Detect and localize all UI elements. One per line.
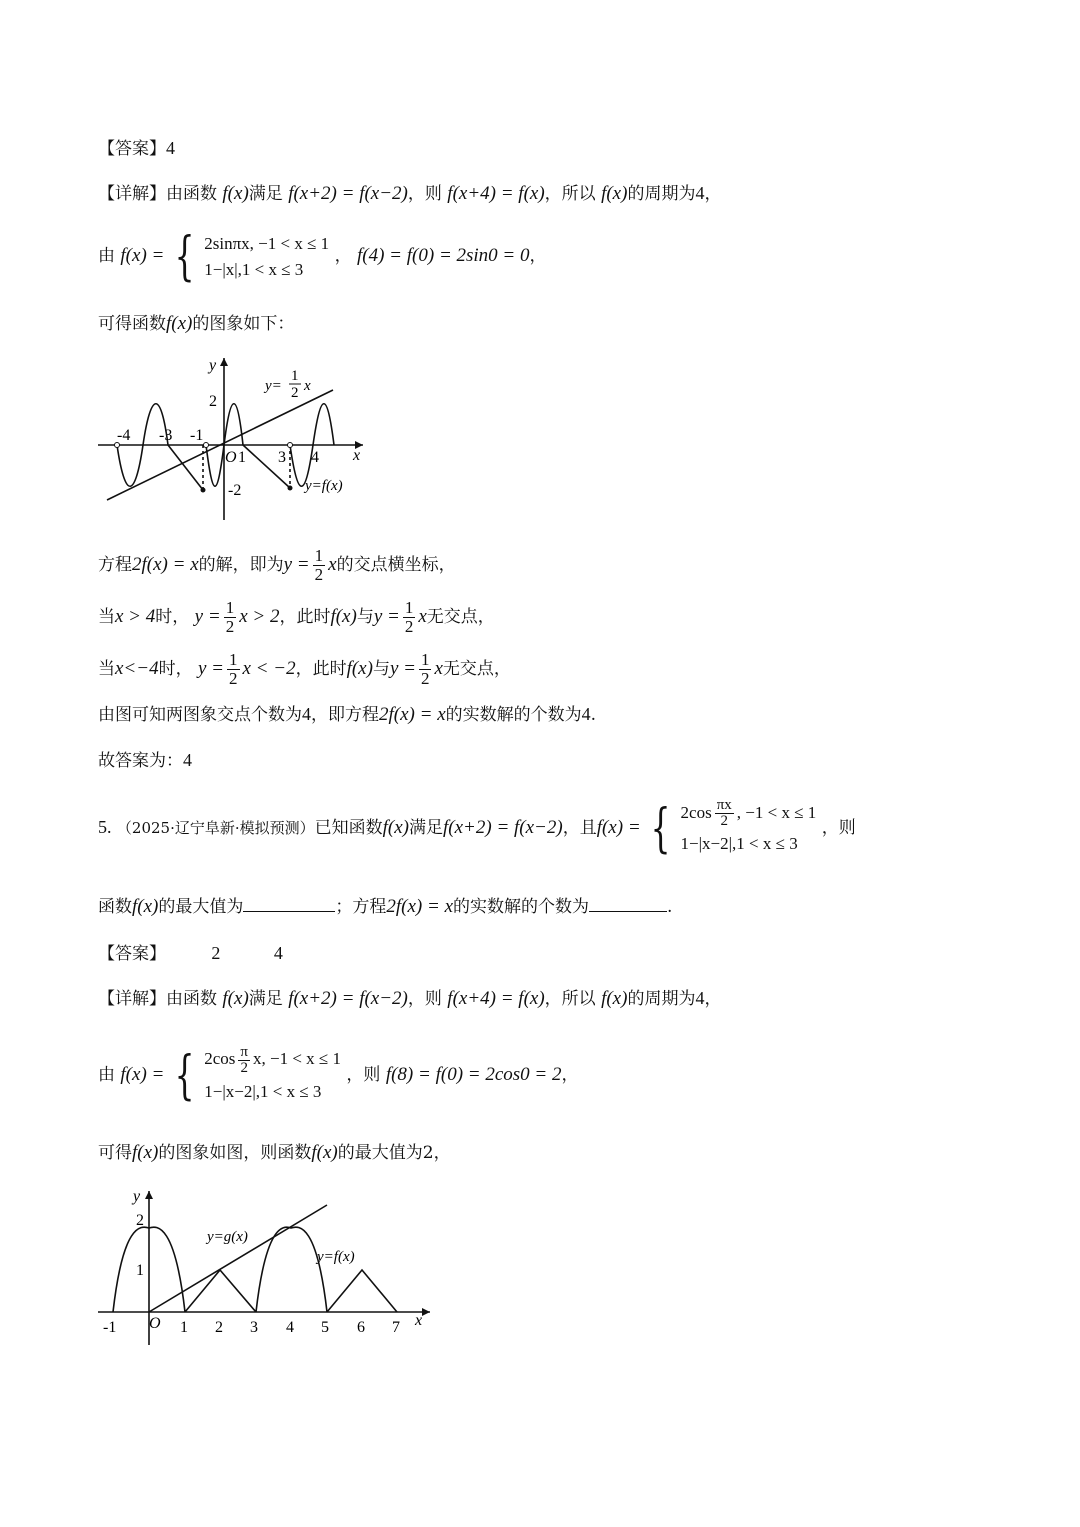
line-label-den: 2 <box>291 385 299 401</box>
detail-label: 【详解】 <box>98 989 166 1009</box>
curve-segment <box>327 1270 397 1312</box>
text: 可得函数 <box>98 314 166 334</box>
math: x <box>434 658 443 679</box>
math: 2f(x) = x <box>132 554 199 575</box>
tick-label: 1 <box>238 449 246 466</box>
text: 方程 <box>98 555 132 575</box>
y-arrow <box>145 1191 153 1199</box>
fraction: $\frac{\pi x}{2}$ <box>716 797 732 830</box>
curve-label: y=f(x) <box>317 1249 355 1265</box>
math: f(x) <box>346 658 373 679</box>
line-label: y= <box>265 378 282 394</box>
text: x, −1 < x ≤ 1 <box>253 1049 342 1069</box>
text: ， <box>561 1065 579 1085</box>
text: ，此时 <box>279 607 331 627</box>
problem5-stem <box>98 795 856 860</box>
math: f(x) <box>601 988 628 1009</box>
math: f(x+2) = f(x−2) <box>288 988 408 1009</box>
math: x <box>418 606 427 627</box>
line-label: y=g(x) <box>207 1229 248 1245</box>
tick-label: -2 <box>228 482 242 499</box>
text: 的最大值为 <box>158 897 244 917</box>
origin-label: O <box>149 1315 161 1332</box>
text: 满足 <box>248 184 283 204</box>
text: . <box>667 897 673 917</box>
detail1-line2 <box>98 226 547 287</box>
detail1-line5 <box>98 597 495 637</box>
math: f(x+4) = f(x) <box>447 183 545 204</box>
answer-blank <box>243 897 335 912</box>
brace: { <box>650 798 671 859</box>
text: 2cos <box>680 802 712 822</box>
detail1-line3 <box>98 313 294 335</box>
text: 由 <box>98 1065 115 1085</box>
text: 时， <box>158 659 193 679</box>
math: y = <box>194 606 221 627</box>
text: ， <box>704 989 722 1009</box>
text: 的交点横坐标， <box>336 555 456 575</box>
math: y = <box>389 658 416 679</box>
math: x<−4 <box>115 658 159 679</box>
math: x > 2 <box>239 606 280 627</box>
text: 满足 <box>409 818 443 838</box>
text: 与 <box>356 607 374 627</box>
text: ，则 <box>407 184 442 204</box>
text: ，且 <box>562 818 597 838</box>
detail1-line8 <box>98 749 192 772</box>
text: ，此时 <box>295 659 347 679</box>
tick-label: 7 <box>392 1319 400 1336</box>
math: f(x) = <box>120 1064 165 1085</box>
math: x <box>328 554 337 575</box>
case-2: 1−|x−2|,1 < x ≤ 3 <box>680 834 798 854</box>
text: 2cos <box>204 1049 236 1069</box>
solid-dot <box>288 486 293 491</box>
math: f(x) <box>132 896 159 917</box>
x-label: x <box>415 1312 423 1329</box>
fraction: $\frac{1}{2}$ <box>229 650 238 688</box>
detail2-line3 <box>98 1142 451 1164</box>
piecewise-cases <box>204 231 329 283</box>
number: 4 <box>302 704 311 724</box>
graph-1 <box>95 350 375 525</box>
text: ，则 <box>346 1065 381 1085</box>
fraction: $\frac{\pi}{2}$ <box>240 1043 248 1076</box>
case-2: 1−|x−2|,1 < x ≤ 3 <box>204 1081 322 1101</box>
text: 的周期为 <box>627 989 696 1009</box>
math: f(x) <box>222 183 249 204</box>
text: 已知函数 <box>314 818 383 838</box>
math: f(x) <box>601 183 628 204</box>
tick-label: -1 <box>103 1319 117 1336</box>
curve-segment <box>185 1270 256 1312</box>
tick-label: 4 <box>286 1319 294 1336</box>
math: f(4) = f(0) = 2sin0 = 0 <box>357 245 530 266</box>
text: ， <box>704 184 722 204</box>
math: f(x) <box>132 1142 159 1163</box>
math: f(x) <box>166 313 193 334</box>
text: , −1 < x ≤ 1 <box>736 802 817 822</box>
text: ，即方程 <box>311 705 379 725</box>
detail1-line6 <box>98 649 511 689</box>
text: 无交点， <box>426 607 495 627</box>
math: 2f(x) = x <box>379 704 446 725</box>
text: 的图象如下： <box>192 314 295 334</box>
line-label-num: 1 <box>291 368 299 384</box>
text: 的解，即为 <box>198 555 284 575</box>
answer-line-1 <box>98 137 175 160</box>
answer-value: 4 <box>166 138 175 158</box>
brace: { <box>174 226 195 287</box>
curve-label: y=f(x) <box>305 478 343 494</box>
text: ， <box>334 246 352 266</box>
problem-source: （2025·辽宁阜新·模拟预测） <box>116 819 315 837</box>
math: y = <box>283 554 310 575</box>
answer-label: 【答案】 <box>98 139 166 159</box>
detail2-line2 <box>98 1040 579 1110</box>
detail-label: 【详解】 <box>98 184 166 204</box>
text: 由函数 <box>166 184 217 204</box>
math: f(x) <box>311 1142 338 1163</box>
tick-label: 5 <box>321 1319 329 1336</box>
number: 4 <box>695 988 705 1008</box>
curve-segment <box>256 1227 327 1312</box>
tick-label: -3 <box>159 427 173 444</box>
math: f(x+2) = f(x−2) <box>443 817 563 838</box>
piecewise-cases <box>204 1043 341 1108</box>
math: x > 4 <box>115 606 156 627</box>
math: f(x+2) = f(x−2) <box>288 183 408 204</box>
detail1-line4 <box>98 545 456 585</box>
tick-label: 4 <box>311 449 319 466</box>
y-label: y <box>209 357 217 374</box>
text: ，所以 <box>544 184 596 204</box>
tick-label: 2 <box>209 393 217 410</box>
case-2: 1−|x|,1 < x ≤ 3 <box>204 259 304 279</box>
line-label-x: x <box>304 378 311 394</box>
brace: { <box>174 1045 195 1106</box>
text: 满足 <box>248 989 283 1009</box>
fraction: $\frac{1}{2}$ <box>225 598 235 636</box>
open-dot <box>288 443 293 448</box>
text: ，则 <box>821 818 856 838</box>
answer-line-2 <box>98 942 283 965</box>
tick-label: -4 <box>117 427 131 444</box>
text: 与 <box>372 659 390 679</box>
graph-2 <box>95 1185 440 1350</box>
math: f(x) <box>222 988 249 1009</box>
origin-label: O <box>225 449 237 466</box>
text: ， <box>529 246 547 266</box>
text: 的实数解的个数为 <box>453 897 589 917</box>
answer-label: 【答案】 <box>98 944 166 964</box>
text: . <box>590 705 597 725</box>
detail2-line1 <box>98 987 721 1010</box>
tick-label: 2 <box>215 1319 223 1336</box>
x-arrow <box>422 1308 430 1316</box>
text: ，所以 <box>544 989 596 1009</box>
text: 当 <box>98 607 115 627</box>
fraction: $\frac{1}{2}$ <box>404 598 414 636</box>
math: y = <box>373 606 400 627</box>
problem-number: 5. <box>98 817 112 837</box>
fraction: $\frac{1}{2}$ <box>314 546 324 584</box>
text: 的实数解的个数为 <box>445 705 582 725</box>
tick-label: -1 <box>190 427 204 444</box>
math: x < −2 <box>242 658 296 679</box>
answer-blank <box>589 897 667 912</box>
open-dot <box>204 443 209 448</box>
text: ，则 <box>407 989 442 1009</box>
tick-label: 3 <box>278 449 286 466</box>
math: f(8) = f(0) = 2cos0 = 2 <box>385 1064 562 1085</box>
y-label: y <box>133 1188 141 1205</box>
detail1-line7 <box>98 703 596 726</box>
tick-label: 2 <box>136 1212 144 1229</box>
math: y = <box>197 658 224 679</box>
tick-label: 6 <box>357 1319 365 1336</box>
number: 4 <box>581 704 591 724</box>
text: 故答案为： <box>98 751 183 771</box>
math: 2f(x) = x <box>386 896 453 917</box>
text: 2， <box>422 1143 451 1163</box>
tick-label: 1 <box>136 1262 144 1279</box>
math: f(x) <box>330 606 357 627</box>
x-label: x <box>353 447 361 464</box>
solid-dot <box>201 488 206 493</box>
tick-label: 1 <box>180 1319 188 1336</box>
number: 4 <box>183 750 192 770</box>
math: f(x) = <box>120 245 165 266</box>
answer-value: 2 <box>211 943 221 963</box>
detail1-line1 <box>98 182 721 205</box>
tick-label: 3 <box>250 1319 258 1336</box>
text: 函数 <box>98 897 132 917</box>
text: 的最大值为 <box>337 1143 423 1163</box>
math: f(x) <box>382 817 409 838</box>
problem5-question <box>98 896 672 918</box>
text: 可得 <box>98 1143 132 1163</box>
text: 时， <box>155 607 190 627</box>
text: ；方程 <box>335 897 387 917</box>
text: 无交点， <box>442 659 511 679</box>
piecewise-cases <box>681 798 817 860</box>
text: 当 <box>98 659 115 679</box>
y-arrow <box>220 358 228 366</box>
text: 由函数 <box>166 989 217 1009</box>
text: 由 <box>98 246 115 266</box>
case-1: 2sinπx, −1 < x ≤ 1 <box>204 233 330 253</box>
math: f(x) = <box>596 817 641 838</box>
text: 的图象如图，则函数 <box>158 1143 312 1163</box>
text: 由图可知两图象交点个数为 <box>98 705 302 725</box>
text: 的周期为 <box>627 184 696 204</box>
math: f(x+4) = f(x) <box>447 988 545 1009</box>
number: 4 <box>695 183 705 203</box>
answer-value: 4 <box>273 943 283 963</box>
fraction: $\frac{1}{2}$ <box>420 650 430 688</box>
